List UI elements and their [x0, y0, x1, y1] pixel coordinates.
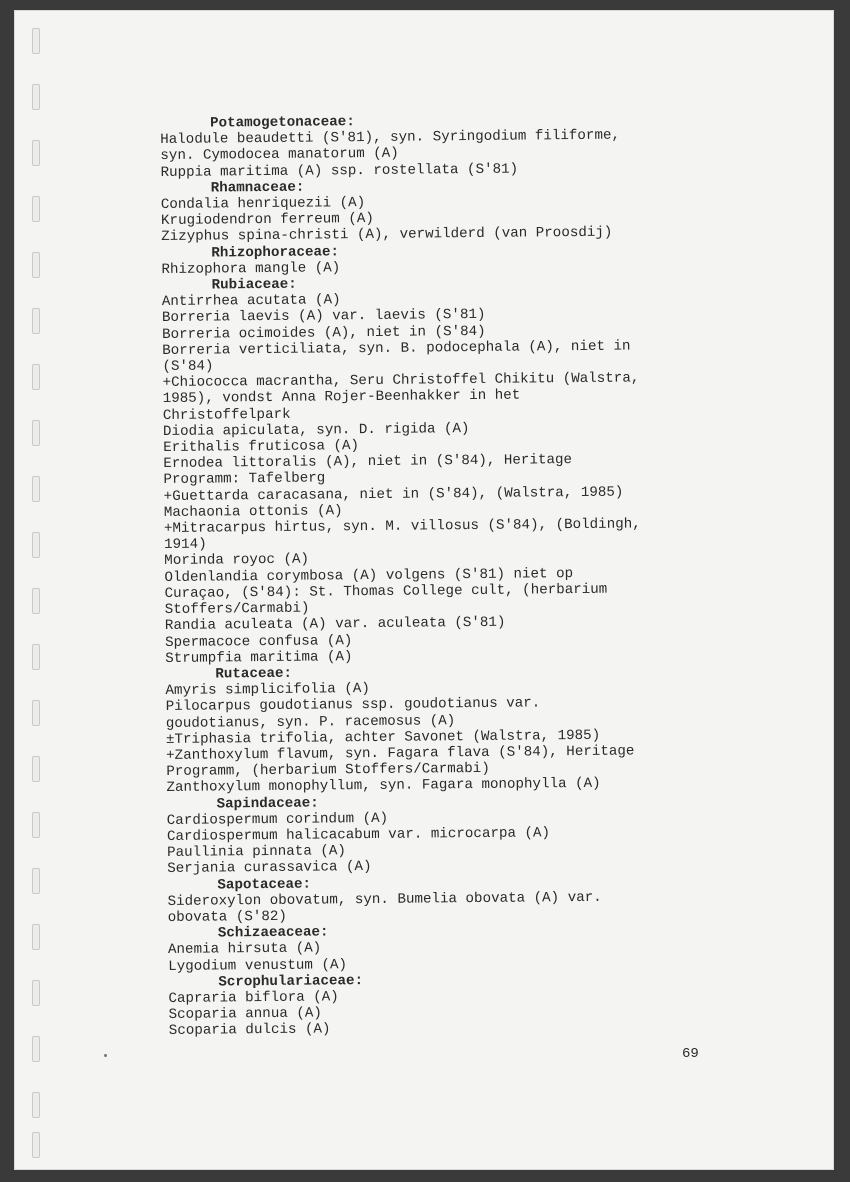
species-entry: Anemia hirsuta (A): [167, 940, 322, 959]
species-entry: ±Triphasia trifolia, achter Savonet (Walstra, 1985): [165, 727, 601, 748]
species-entry: syn. Cymodocea manatorum (A): [160, 146, 399, 165]
species-entry: Borreria verticiliata, syn. B. podocephala (A), niet in: [162, 338, 631, 359]
species-entry: Programm: Tafelberg: [163, 470, 326, 489]
binder-hole: [32, 308, 40, 334]
species-entry: Stoffers/Carmabi): [164, 600, 310, 619]
species-entry: Christoffelpark: [162, 406, 291, 424]
family-heading: Rhizophoraceae:: [211, 243, 340, 262]
family-heading: Rhamnaceae:: [210, 179, 305, 197]
scan-speck: [104, 1054, 107, 1057]
binder-hole: [32, 924, 40, 950]
species-entry: goudotianus, syn. P. racemosus (A): [165, 712, 456, 732]
binder-hole: [32, 252, 40, 278]
family-heading: Potamogetonaceae:: [209, 114, 355, 132]
family-heading: Sapindaceae:: [216, 795, 319, 813]
species-entry: 1985), vondst Anna Rojer-Beenhakker in het: [162, 388, 521, 408]
binder-hole: [32, 532, 40, 558]
binder-hole: [32, 644, 40, 670]
binder-hole: [32, 756, 40, 782]
species-entry: Borreria laevis (A) var. laevis (S'81): [161, 307, 486, 327]
binder-hole: [32, 140, 40, 166]
page-number: 69: [682, 1046, 699, 1062]
family-heading: Sapotaceae:: [217, 876, 312, 894]
binder-hole: [32, 812, 40, 838]
species-entry: Cardiospermum halicacabum var. microcarpa (A): [166, 825, 551, 845]
species-entry: Oldenlandia corymbosa (A) volgens (S'81) niet op: [164, 565, 574, 586]
species-entry: Curaçao, (S'84): St. Thomas College cult, (herbarium: [164, 581, 608, 602]
species-entry: Halodule beaudetti (S'81), syn. Syringodium filiforme,: [160, 127, 621, 149]
species-entry: 1914): [164, 536, 207, 554]
family-heading: Scrophulariaceae:: [218, 972, 364, 991]
species-entry: Cardiospermum corindum (A): [166, 810, 389, 829]
binder-hole: [32, 196, 40, 222]
species-list: [160, 110, 789, 1039]
binder-hole: [32, 84, 40, 110]
scan-border-top: [0, 0, 850, 10]
binder-hole: [32, 28, 40, 54]
species-entry: Morinda royoc (A): [164, 552, 310, 570]
binder-strip: [14, 10, 44, 1170]
species-entry: Scoparia dulcis (A): [168, 1021, 331, 1040]
species-entry: Programm, (herbarium Stoffers/Carmabi): [166, 760, 490, 781]
family-heading: Rubiaceae:: [211, 276, 297, 294]
species-entry: Krugiodendron ferreum (A): [160, 211, 374, 230]
species-entry: Ernodea littoralis (A), niet in (S'84), Heritage: [163, 452, 573, 473]
binder-hole: [32, 700, 40, 726]
binder-hole: [32, 420, 40, 446]
species-entry: Rhizophora mangle (A): [161, 260, 341, 278]
species-entry: Spermacoce confusa (A): [164, 632, 353, 651]
species-entry: Erithalis fruticosa (A): [163, 438, 360, 457]
species-entry: Pilocarpus goudotianus ssp. goudotianus var.: [165, 695, 541, 716]
species-entry: Antirrhea acutata (A): [161, 292, 341, 311]
binder-hole: [32, 364, 40, 390]
binder-hole: [32, 1132, 40, 1158]
binder-hole: [32, 868, 40, 894]
species-entry: +Chiococca macrantha, Seru Christoffel Chikitu (Walstra,: [162, 370, 640, 392]
species-entry: Lygodium venustum (A): [168, 956, 348, 975]
binder-hole: [32, 980, 40, 1006]
species-entry: Borreria ocimoides (A), niet in (S'84): [162, 323, 486, 343]
species-entry: Amyris simplicifolia (A): [165, 681, 370, 700]
binder-hole: [32, 588, 40, 614]
species-entry: Strumpfia maritima (A): [165, 648, 353, 667]
species-entry: Paullinia pinnata (A): [166, 843, 346, 862]
species-entry: +Zanthoxylum flavum, syn. Fagara flava (S'84), Heritage: [166, 743, 635, 764]
species-entry: Zanthoxylum monophyllum, syn. Fagara monophylla (A): [166, 776, 601, 797]
species-entry: (S'84): [162, 358, 214, 376]
species-entry: Ruppia maritima (A) ssp. rostellata (S'81): [160, 161, 519, 181]
species-entry: Machaonia ottonis (A): [163, 503, 343, 521]
species-entry: Scoparia annua (A): [168, 1005, 322, 1024]
binder-hole: [32, 476, 40, 502]
family-heading: Rutaceae:: [215, 665, 293, 683]
species-entry: obovata (S'82): [167, 908, 287, 926]
species-entry: Condalia henriquezii (A): [160, 195, 366, 214]
species-entry: Zizyphus spina-christi (A), verwilderd (van Proosdij): [161, 225, 613, 246]
species-entry: Sideroxylon obovatum, syn. Bumelia obovata (A) var.: [167, 889, 602, 910]
species-entry: +Guettarda caracasana, niet in (S'84), (Walstra, 1985): [163, 484, 624, 505]
binder-hole: [32, 1036, 40, 1062]
species-entry: +Mitracarpus hirtus, syn. M. villosus (S'84), (Boldingh,: [163, 516, 641, 538]
family-heading: Schizaeaceae:: [217, 924, 329, 942]
binder-hole: [32, 1092, 40, 1118]
species-entry: Randia aculeata (A) var. aculeata (S'81): [164, 615, 506, 635]
species-entry: Serjania curassavica (A): [167, 859, 372, 878]
species-entry: Capraria biflora (A): [168, 989, 339, 1007]
species-entry: Diodia apiculata, syn. D. rigida (A): [162, 420, 470, 440]
scan-border-right: [834, 10, 850, 1182]
